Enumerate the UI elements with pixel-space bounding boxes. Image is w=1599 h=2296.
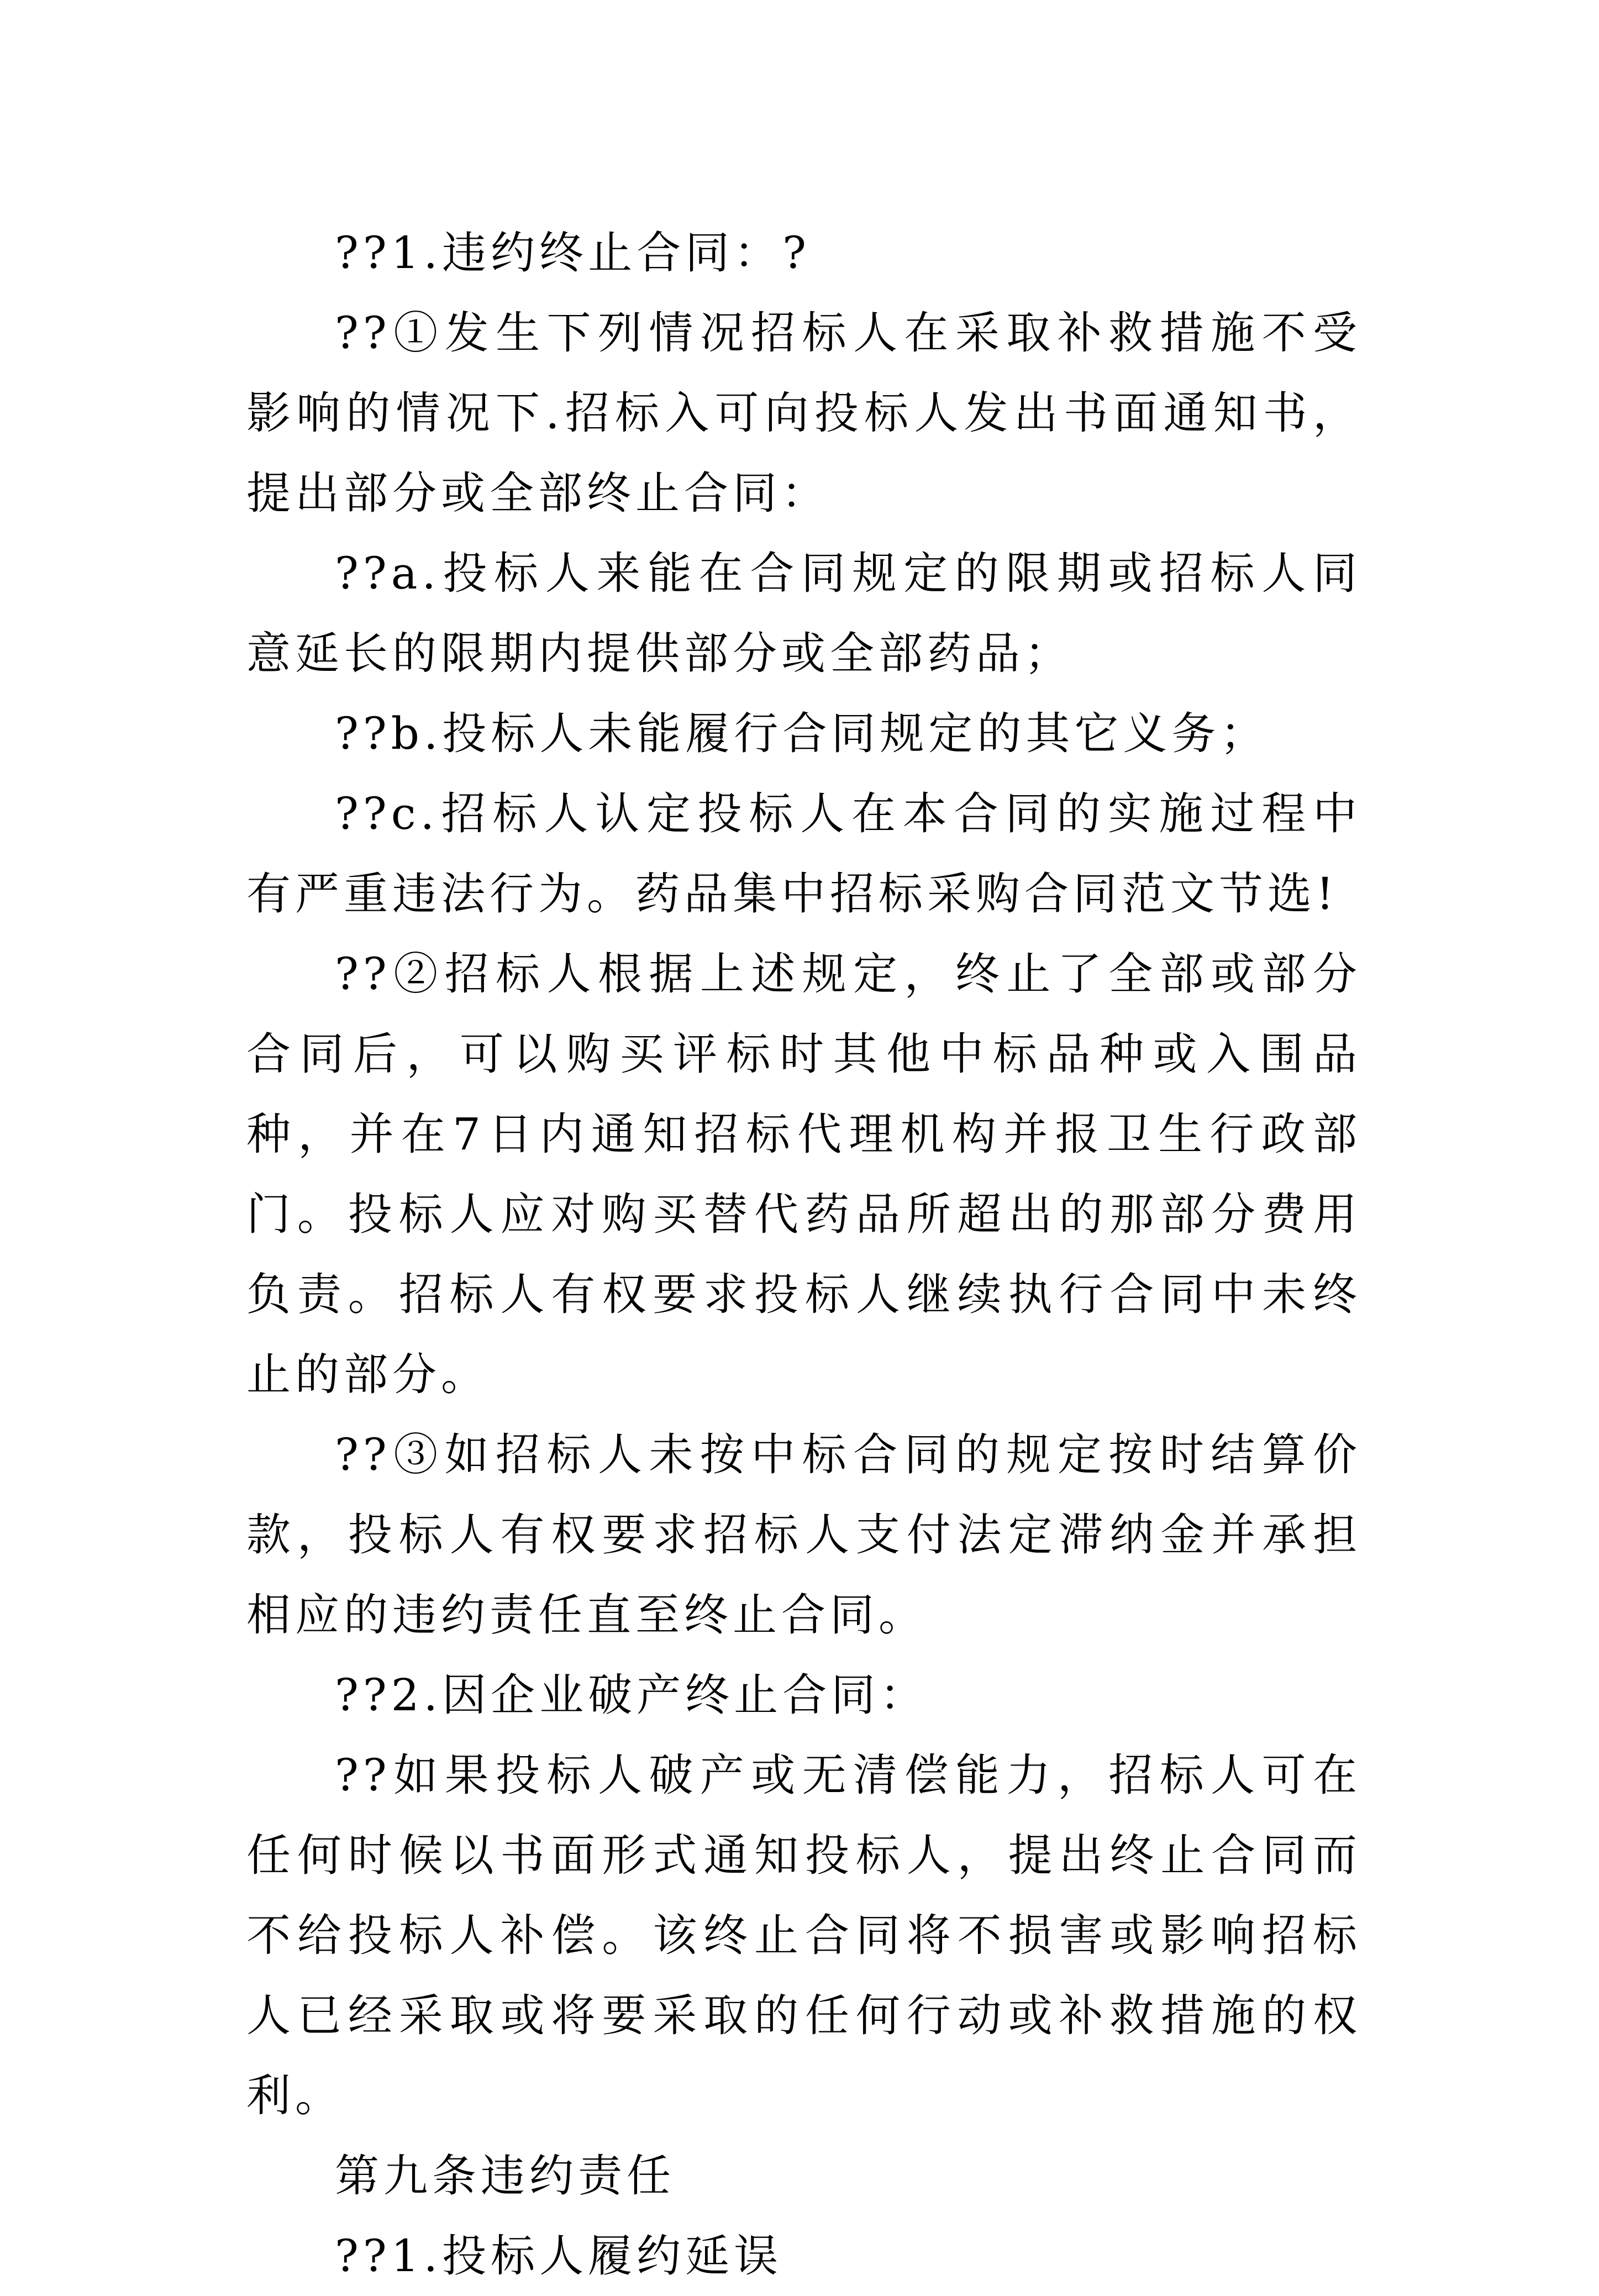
paragraph-4: ??b.投标人未能履行合同规定的其它义务； <box>335 708 1269 759</box>
paragraph-8: ??2.因企业破产终止合同： <box>335 1669 929 1721</box>
paragraph-11: ??1.投标人履约延误 <box>335 2230 783 2282</box>
paragraph-3: ??a.投标人来能在合同规定的限期或招标人同意延长的限期内提供部分或全部药品； <box>246 548 1361 679</box>
paragraph-7: ??③如招标人未按中标合同的规定按时结算价款，投标人有权要求招标人支付法定滞纳金并承担相应的违约责任直至终止合同。 <box>246 1429 1361 1641</box>
paragraph-5: ??c.招标人认定投标人在本合同的实施过程中有严重违法行为。药品集中招标采购合同范文节选! <box>246 788 1361 920</box>
paragraph-6: ??②招标人根据上述规定，终止了全部或部分合同后，可以购买评标时其他中标品种或入围品种，并在7日内通知招标代理机构并报卫生行政部门。投标人应对购买替代药品所超出的那部分费用负责。招标人有权要求投标人继续执行合同中未终止的部分。 <box>246 948 1361 1400</box>
document-body <box>246 213 1361 2296</box>
paragraph-9: ??如果投标人破产或无清偿能力，招标人可在任何时候以书面形式通知投标人，提出终止合同而不给投标人补偿。该终止合同将不损害或影响招标人已经采取或将要采取的任何行动或补救措施的权利。 <box>246 1749 1361 2121</box>
paragraph-1: ??1.违约终止合同：? <box>335 227 811 279</box>
paragraph-2: ??①发生下列情况招标人在采取补救措施不受影响的情况下.招标入可向投标人发出书面通知书，提出部分或全部终止合同： <box>246 307 1361 519</box>
section-heading: 第九条违约责任 <box>335 2150 675 2202</box>
